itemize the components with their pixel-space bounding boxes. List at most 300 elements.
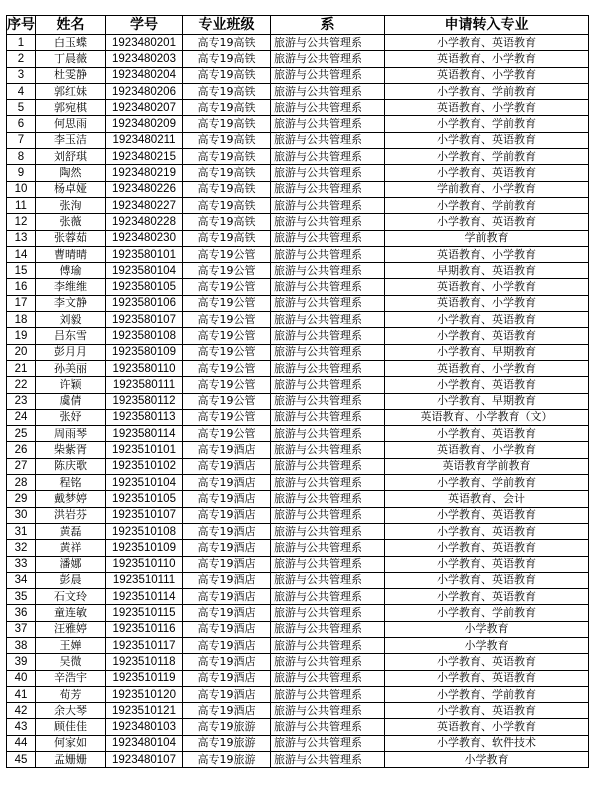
cell-class: 高专19高铁 xyxy=(183,116,271,132)
cell-class: 高专19公管 xyxy=(183,312,271,328)
cell-name: 孙美丽 xyxy=(36,360,106,376)
cell-student-id: 1923510118 xyxy=(106,654,183,670)
cell-seq: 44 xyxy=(7,735,36,751)
cell-student-id: 1923510121 xyxy=(106,703,183,719)
cell-class: 高专19酒店 xyxy=(183,572,271,588)
cell-name: 陈庆歌 xyxy=(36,458,106,474)
cell-department: 旅游与公共管理系 xyxy=(271,100,385,116)
cell-name: 李文静 xyxy=(36,295,106,311)
cell-department: 旅游与公共管理系 xyxy=(271,654,385,670)
cell-student-id: 1923480206 xyxy=(106,83,183,99)
cell-target-major: 小学教育、软件技术 xyxy=(385,735,589,751)
cell-target-major: 小学教育、英语教育 xyxy=(385,214,589,230)
cell-target-major: 英语教育、小学教育 xyxy=(385,279,589,295)
cell-student-id: 1923480228 xyxy=(106,214,183,230)
cell-name: 荀芳 xyxy=(36,686,106,702)
cell-target-major: 英语教育、小学教育 xyxy=(385,100,589,116)
cell-seq: 37 xyxy=(7,621,36,637)
table-row xyxy=(7,540,589,556)
cell-class: 高专19公管 xyxy=(183,393,271,409)
cell-student-id: 1923510110 xyxy=(106,556,183,572)
cell-name: 曹晴晴 xyxy=(36,246,106,262)
cell-name: 汪雅婷 xyxy=(36,621,106,637)
cell-department: 旅游与公共管理系 xyxy=(271,491,385,507)
cell-class: 高专19酒店 xyxy=(183,654,271,670)
cell-seq: 22 xyxy=(7,377,36,393)
table-row xyxy=(7,181,589,197)
cell-department: 旅游与公共管理系 xyxy=(271,426,385,442)
cell-department: 旅游与公共管理系 xyxy=(271,458,385,474)
cell-target-major: 小学教育、学前教育 xyxy=(385,149,589,165)
cell-student-id: 1923480107 xyxy=(106,752,183,768)
table-row xyxy=(7,752,589,768)
header-student-id: 学号 xyxy=(106,16,183,35)
cell-target-major: 小学教育、学前教育 xyxy=(385,83,589,99)
cell-seq: 27 xyxy=(7,458,36,474)
cell-class: 高专19高铁 xyxy=(183,165,271,181)
cell-seq: 14 xyxy=(7,246,36,262)
cell-name: 杨卓娅 xyxy=(36,181,106,197)
cell-department: 旅游与公共管理系 xyxy=(271,393,385,409)
cell-seq: 41 xyxy=(7,686,36,702)
table-row xyxy=(7,589,589,605)
cell-target-major: 小学教育、英语教育 xyxy=(385,654,589,670)
cell-name: 童连敏 xyxy=(36,605,106,621)
cell-name: 张洵 xyxy=(36,197,106,213)
cell-name: 丁晨薇 xyxy=(36,51,106,67)
table-row xyxy=(7,100,589,116)
table-row xyxy=(7,605,589,621)
cell-department: 旅游与公共管理系 xyxy=(271,507,385,523)
cell-class: 高专19旅游 xyxy=(183,735,271,751)
cell-department: 旅游与公共管理系 xyxy=(271,295,385,311)
cell-seq: 8 xyxy=(7,149,36,165)
cell-target-major: 小学教育 xyxy=(385,621,589,637)
cell-seq: 31 xyxy=(7,523,36,539)
table-row xyxy=(7,230,589,246)
table-row xyxy=(7,507,589,523)
cell-class: 高专19酒店 xyxy=(183,523,271,539)
cell-class: 高专19公管 xyxy=(183,360,271,376)
cell-department: 旅游与公共管理系 xyxy=(271,116,385,132)
cell-name: 刘毅 xyxy=(36,312,106,328)
cell-name: 黄祥 xyxy=(36,540,106,556)
cell-class: 高专19高铁 xyxy=(183,35,271,51)
table-row xyxy=(7,312,589,328)
cell-class: 高专19公管 xyxy=(183,263,271,279)
cell-seq: 21 xyxy=(7,360,36,376)
cell-department: 旅游与公共管理系 xyxy=(271,719,385,735)
cell-student-id: 1923510101 xyxy=(106,442,183,458)
cell-name: 余大琴 xyxy=(36,703,106,719)
table-row xyxy=(7,360,589,376)
cell-seq: 1 xyxy=(7,35,36,51)
cell-student-id: 1923510120 xyxy=(106,686,183,702)
header-seq: 序号 xyxy=(7,17,35,33)
cell-seq: 9 xyxy=(7,165,36,181)
cell-student-id: 1923510117 xyxy=(106,637,183,653)
cell-target-major: 英语教育、小学教育 xyxy=(385,360,589,376)
cell-student-id: 1923580110 xyxy=(106,360,183,376)
cell-name: 戴梦婷 xyxy=(36,491,106,507)
cell-student-id: 1923480103 xyxy=(106,719,183,735)
cell-student-id: 1923580114 xyxy=(106,426,183,442)
cell-target-major: 小学教育、学前教育 xyxy=(385,197,589,213)
table-row xyxy=(7,458,589,474)
cell-student-id: 1923510108 xyxy=(106,523,183,539)
cell-name: 白玉蝶 xyxy=(36,35,106,51)
table-row xyxy=(7,132,589,148)
table-row xyxy=(7,83,589,99)
cell-class: 高专19公管 xyxy=(183,344,271,360)
cell-seq: 43 xyxy=(7,719,36,735)
cell-name: 洪岩芬 xyxy=(36,507,106,523)
cell-name: 辛浩宇 xyxy=(36,670,106,686)
cell-student-id: 1923480209 xyxy=(106,116,183,132)
cell-class: 高专19高铁 xyxy=(183,67,271,83)
header-target-major: 申请转入专业 xyxy=(385,16,589,35)
cell-department: 旅游与公共管理系 xyxy=(271,670,385,686)
cell-seq: 32 xyxy=(7,540,36,556)
cell-seq: 12 xyxy=(7,214,36,230)
cell-seq: 16 xyxy=(7,279,36,295)
cell-name: 王婵 xyxy=(36,637,106,653)
cell-seq: 6 xyxy=(7,116,36,132)
cell-student-id: 1923580107 xyxy=(106,312,183,328)
table-row xyxy=(7,556,589,572)
cell-class: 高专19酒店 xyxy=(183,621,271,637)
cell-class: 高专19酒店 xyxy=(183,589,271,605)
cell-student-id: 1923510102 xyxy=(106,458,183,474)
cell-department: 旅游与公共管理系 xyxy=(271,735,385,751)
cell-class: 高专19高铁 xyxy=(183,83,271,99)
cell-target-major: 英语教育、小学教育（文） xyxy=(385,409,589,425)
table-row xyxy=(7,35,589,51)
cell-target-major: 小学教育、英语教育 xyxy=(385,670,589,686)
cell-department: 旅游与公共管理系 xyxy=(271,621,385,637)
cell-department: 旅游与公共管理系 xyxy=(271,637,385,653)
cell-department: 旅游与公共管理系 xyxy=(271,35,385,51)
cell-department: 旅游与公共管理系 xyxy=(271,360,385,376)
table-row xyxy=(7,703,589,719)
cell-department: 旅游与公共管理系 xyxy=(271,165,385,181)
cell-class: 高专19酒店 xyxy=(183,458,271,474)
cell-student-id: 1923480226 xyxy=(106,181,183,197)
cell-target-major: 英语教育、小学教育 xyxy=(385,442,589,458)
cell-target-major: 小学教育、学前教育 xyxy=(385,116,589,132)
cell-seq: 7 xyxy=(7,132,36,148)
cell-student-id: 1923580108 xyxy=(106,328,183,344)
cell-target-major: 小学教育、学前教育 xyxy=(385,475,589,491)
cell-student-id: 1923480211 xyxy=(106,132,183,148)
cell-class: 高专19酒店 xyxy=(183,670,271,686)
cell-name: 何家如 xyxy=(36,735,106,751)
cell-department: 旅游与公共管理系 xyxy=(271,312,385,328)
cell-class: 高专19公管 xyxy=(183,377,271,393)
cell-department: 旅游与公共管理系 xyxy=(271,83,385,99)
cell-target-major: 小学教育、英语教育 xyxy=(385,523,589,539)
cell-department: 旅游与公共管理系 xyxy=(271,409,385,425)
cell-seq: 36 xyxy=(7,605,36,621)
cell-seq: 20 xyxy=(7,344,36,360)
cell-seq: 18 xyxy=(7,312,36,328)
table-row xyxy=(7,637,589,653)
cell-department: 旅游与公共管理系 xyxy=(271,181,385,197)
cell-name: 柴紫胥 xyxy=(36,442,106,458)
header-row xyxy=(7,16,589,35)
cell-department: 旅游与公共管理系 xyxy=(271,686,385,702)
cell-class: 高专19高铁 xyxy=(183,132,271,148)
cell-student-id: 1923480215 xyxy=(106,149,183,165)
cell-seq: 5 xyxy=(7,100,36,116)
cell-target-major: 英语教育、小学教育 xyxy=(385,51,589,67)
table-row xyxy=(7,116,589,132)
cell-student-id: 1923480227 xyxy=(106,197,183,213)
cell-student-id: 1923580112 xyxy=(106,393,183,409)
cell-name: 吴微 xyxy=(36,654,106,670)
cell-student-id: 1923480104 xyxy=(106,735,183,751)
cell-student-id: 1923510105 xyxy=(106,491,183,507)
cell-target-major: 小学教育、英语教育 xyxy=(385,426,589,442)
cell-seq: 19 xyxy=(7,328,36,344)
table-row xyxy=(7,328,589,344)
table-row xyxy=(7,686,589,702)
cell-class: 高专19酒店 xyxy=(183,491,271,507)
cell-student-id: 1923580105 xyxy=(106,279,183,295)
cell-name: 李维维 xyxy=(36,279,106,295)
cell-target-major: 小学教育、学前教育 xyxy=(385,605,589,621)
cell-class: 高专19旅游 xyxy=(183,719,271,735)
table-row xyxy=(7,51,589,67)
table-row xyxy=(7,263,589,279)
cell-name: 顾佳佳 xyxy=(36,719,106,735)
transfer-application-table xyxy=(6,15,589,768)
cell-class: 高专19公管 xyxy=(183,295,271,311)
table-row xyxy=(7,621,589,637)
cell-student-id: 1923510114 xyxy=(106,589,183,605)
cell-student-id: 1923510111 xyxy=(106,572,183,588)
cell-target-major: 英语教育、小学教育 xyxy=(385,246,589,262)
table-body xyxy=(7,35,589,768)
table-row xyxy=(7,377,589,393)
cell-seq: 23 xyxy=(7,393,36,409)
cell-name: 杜雯静 xyxy=(36,67,106,83)
cell-department: 旅游与公共管理系 xyxy=(271,51,385,67)
cell-seq: 17 xyxy=(7,295,36,311)
cell-target-major: 学前教育 xyxy=(385,230,589,246)
table-row xyxy=(7,214,589,230)
cell-seq: 33 xyxy=(7,556,36,572)
cell-target-major: 英语教育、小学教育 xyxy=(385,719,589,735)
cell-name: 彭月月 xyxy=(36,344,106,360)
cell-seq: 13 xyxy=(7,230,36,246)
table-row xyxy=(7,344,589,360)
table-row xyxy=(7,409,589,425)
header-department: 系 xyxy=(271,16,385,35)
cell-name: 孟姗姗 xyxy=(36,752,106,768)
table-row xyxy=(7,719,589,735)
cell-department: 旅游与公共管理系 xyxy=(271,589,385,605)
cell-student-id: 1923510116 xyxy=(106,621,183,637)
cell-name: 何思雨 xyxy=(36,116,106,132)
cell-class: 高专19酒店 xyxy=(183,703,271,719)
cell-seq: 10 xyxy=(7,181,36,197)
cell-department: 旅游与公共管理系 xyxy=(271,344,385,360)
cell-department: 旅游与公共管理系 xyxy=(271,703,385,719)
cell-class: 高专19公管 xyxy=(183,409,271,425)
cell-name: 吕东雪 xyxy=(36,328,106,344)
cell-seq: 42 xyxy=(7,703,36,719)
cell-name: 张妤 xyxy=(36,409,106,425)
cell-student-id: 1923480207 xyxy=(106,100,183,116)
cell-seq: 25 xyxy=(7,426,36,442)
cell-target-major: 英语教育学前教育 xyxy=(385,458,589,474)
cell-name: 潘娜 xyxy=(36,556,106,572)
cell-class: 高专19酒店 xyxy=(183,605,271,621)
table-row xyxy=(7,442,589,458)
cell-student-id: 1923510119 xyxy=(106,670,183,686)
cell-name: 李玉洁 xyxy=(36,132,106,148)
cell-target-major: 小学教育、英语教育 xyxy=(385,572,589,588)
cell-department: 旅游与公共管理系 xyxy=(271,149,385,165)
cell-target-major: 小学教育、早期教育 xyxy=(385,393,589,409)
table-row xyxy=(7,295,589,311)
header-name: 姓名 xyxy=(36,16,106,35)
cell-class: 高专19酒店 xyxy=(183,556,271,572)
cell-student-id: 1923480201 xyxy=(106,35,183,51)
cell-seq: 2 xyxy=(7,51,36,67)
cell-seq: 39 xyxy=(7,654,36,670)
cell-class: 高专19高铁 xyxy=(183,214,271,230)
cell-department: 旅游与公共管理系 xyxy=(271,377,385,393)
cell-student-id: 1923580113 xyxy=(106,409,183,425)
cell-class: 高专19高铁 xyxy=(183,100,271,116)
table-row xyxy=(7,426,589,442)
cell-student-id: 1923480219 xyxy=(106,165,183,181)
cell-department: 旅游与公共管理系 xyxy=(271,279,385,295)
cell-department: 旅游与公共管理系 xyxy=(271,67,385,83)
cell-name: 周雨琴 xyxy=(36,426,106,442)
table-row xyxy=(7,165,589,181)
cell-target-major: 英语教育、小学教育 xyxy=(385,67,589,83)
cell-seq: 3 xyxy=(7,67,36,83)
cell-student-id: 1923510107 xyxy=(106,507,183,523)
cell-class: 高专19酒店 xyxy=(183,686,271,702)
cell-target-major: 小学教育、英语教育 xyxy=(385,556,589,572)
cell-seq: 30 xyxy=(7,507,36,523)
cell-student-id: 1923480204 xyxy=(106,67,183,83)
table-row xyxy=(7,67,589,83)
cell-department: 旅游与公共管理系 xyxy=(271,263,385,279)
cell-name: 傅瑜 xyxy=(36,263,106,279)
cell-target-major: 小学教育、英语教育 xyxy=(385,328,589,344)
cell-class: 高专19高铁 xyxy=(183,149,271,165)
cell-seq: 15 xyxy=(7,263,36,279)
cell-name: 张蓉茹 xyxy=(36,230,106,246)
cell-target-major: 小学教育、英语教育 xyxy=(385,132,589,148)
cell-seq: 34 xyxy=(7,572,36,588)
cell-seq: 24 xyxy=(7,409,36,425)
cell-seq: 38 xyxy=(7,637,36,653)
table-row xyxy=(7,491,589,507)
cell-target-major: 小学教育、英语教育 xyxy=(385,540,589,556)
cell-department: 旅游与公共管理系 xyxy=(271,523,385,539)
cell-class: 高专19酒店 xyxy=(183,475,271,491)
cell-student-id: 1923580111 xyxy=(106,377,183,393)
cell-department: 旅游与公共管理系 xyxy=(271,132,385,148)
cell-class: 高专19酒店 xyxy=(183,442,271,458)
cell-seq: 29 xyxy=(7,491,36,507)
cell-student-id: 1923580104 xyxy=(106,263,183,279)
cell-target-major: 小学教育、英语教育 xyxy=(385,703,589,719)
cell-name: 黄磊 xyxy=(36,523,106,539)
cell-target-major: 小学教育、英语教育 xyxy=(385,507,589,523)
cell-class: 高专19酒店 xyxy=(183,507,271,523)
cell-student-id: 1923480203 xyxy=(106,51,183,67)
cell-department: 旅游与公共管理系 xyxy=(271,605,385,621)
cell-department: 旅游与公共管理系 xyxy=(271,540,385,556)
cell-department: 旅游与公共管理系 xyxy=(271,752,385,768)
cell-class: 高专19高铁 xyxy=(183,51,271,67)
table-row xyxy=(7,670,589,686)
cell-target-major: 小学教育、英语教育 xyxy=(385,589,589,605)
cell-seq: 45 xyxy=(7,752,36,768)
cell-department: 旅游与公共管理系 xyxy=(271,328,385,344)
cell-class: 高专19公管 xyxy=(183,426,271,442)
cell-name: 许颖 xyxy=(36,377,106,393)
table-row xyxy=(7,654,589,670)
table-row xyxy=(7,393,589,409)
cell-department: 旅游与公共管理系 xyxy=(271,572,385,588)
cell-class: 高专19公管 xyxy=(183,279,271,295)
cell-seq: 35 xyxy=(7,589,36,605)
table-row xyxy=(7,735,589,751)
cell-student-id: 1923510109 xyxy=(106,540,183,556)
cell-name: 郭宛棋 xyxy=(36,100,106,116)
cell-name: 虞倩 xyxy=(36,393,106,409)
cell-name: 郭红妹 xyxy=(36,83,106,99)
cell-seq: 4 xyxy=(7,83,36,99)
cell-name: 刘舒琪 xyxy=(36,149,106,165)
table-row xyxy=(7,475,589,491)
cell-student-id: 1923580101 xyxy=(106,246,183,262)
cell-target-major: 小学教育 xyxy=(385,752,589,768)
table-row xyxy=(7,246,589,262)
transfer-application-sheet xyxy=(6,15,588,768)
cell-department: 旅游与公共管理系 xyxy=(271,442,385,458)
cell-target-major: 学前教育、小学教育 xyxy=(385,181,589,197)
cell-class: 高专19公管 xyxy=(183,328,271,344)
cell-class: 高专19高铁 xyxy=(183,181,271,197)
cell-class: 高专19高铁 xyxy=(183,197,271,213)
cell-target-major: 小学教育、英语教育 xyxy=(385,35,589,51)
cell-name: 程铭 xyxy=(36,475,106,491)
cell-target-major: 小学教育、英语教育 xyxy=(385,312,589,328)
cell-name: 陶然 xyxy=(36,165,106,181)
cell-target-major: 小学教育、学前教育 xyxy=(385,686,589,702)
cell-target-major: 小学教育、英语教育 xyxy=(385,377,589,393)
cell-department: 旅游与公共管理系 xyxy=(271,197,385,213)
table-row xyxy=(7,149,589,165)
table-row xyxy=(7,523,589,539)
table-row xyxy=(7,197,589,213)
cell-target-major: 小学教育 xyxy=(385,637,589,653)
cell-student-id: 1923580109 xyxy=(106,344,183,360)
cell-student-id: 1923480230 xyxy=(106,230,183,246)
cell-class: 高专19公管 xyxy=(183,246,271,262)
cell-department: 旅游与公共管理系 xyxy=(271,475,385,491)
cell-department: 旅游与公共管理系 xyxy=(271,214,385,230)
